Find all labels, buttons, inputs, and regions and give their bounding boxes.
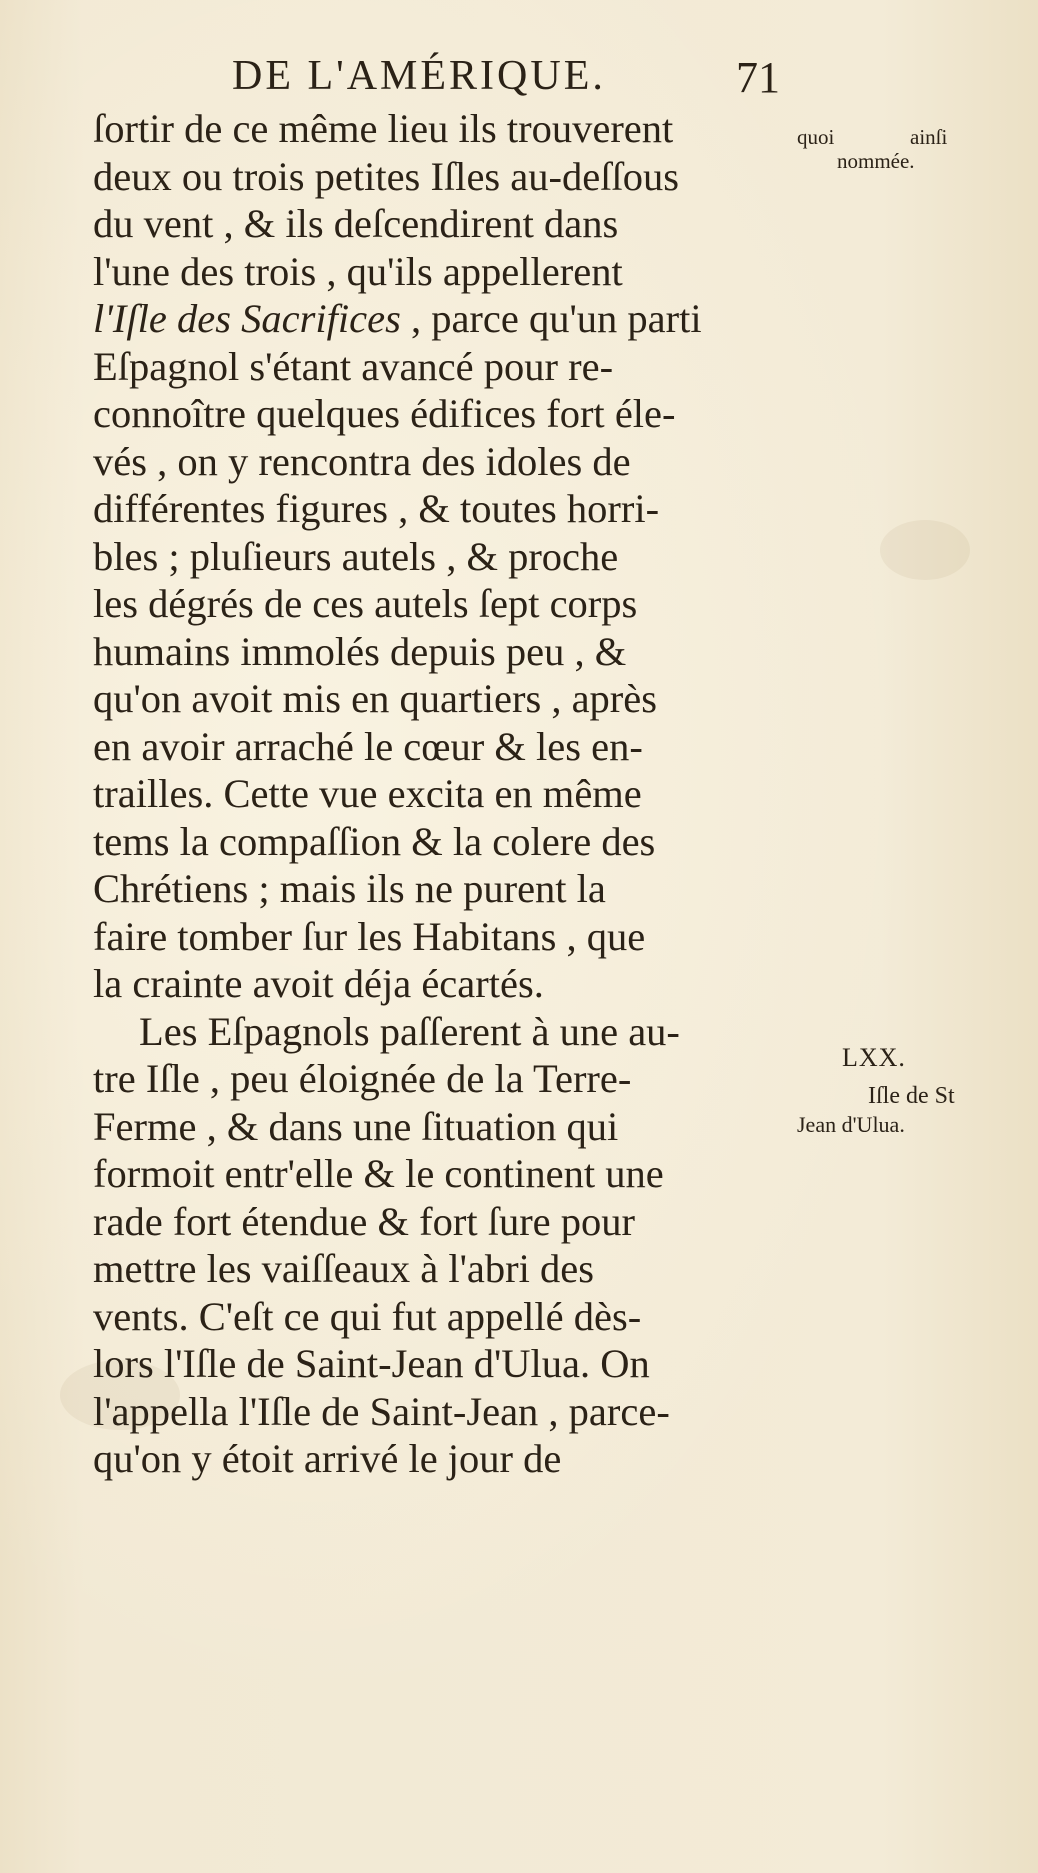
text-line: formoit entr'elle & le continent une [93, 1151, 664, 1196]
text-line: lors l'Iſle de Saint-Jean d'Ulua. On [93, 1341, 650, 1386]
text-line: tre Iſle , peu éloignée de la Terre- [93, 1056, 632, 1101]
text-line: l'une des trois , qu'ils appellerent [93, 248, 623, 294]
text-line: les dégrés de ces autels ſept corps [93, 581, 638, 626]
text-line: tems la compaſſion & la colere des [93, 818, 656, 864]
text-line: deux ou trois petites Iſles au-deſſous [93, 153, 680, 199]
page-number: 71 [736, 53, 780, 102]
margin-note-ainsi: ainſi [910, 125, 948, 149]
margin-note-jean-ulua: Jean d'Ulua. [797, 1112, 905, 1137]
text-line: Chrétiens ; mais ils ne purent la [93, 866, 606, 911]
margin-note-quoi: quoi [797, 125, 835, 149]
text-line: ſortir de ce même lieu ils trouverent [93, 106, 674, 151]
text-line-rest: , parce qu'un parti [400, 296, 702, 341]
text-line: mettre les vaiſſeaux à l'abri des [93, 1246, 594, 1291]
text-line: humains immolés depuis peu , & [93, 628, 627, 674]
text-line: la crainte avoit déja écartés. [93, 961, 544, 1006]
text-line: rade fort étendue & fort ſure pour [93, 1198, 636, 1244]
text-line: connoître quelques édifices fort éle- [93, 391, 676, 436]
italic-island-name: l'Iſle des Sacrifices [93, 296, 401, 341]
text-line: l'appella l'Iſle de Saint-Jean , parce- [93, 1388, 670, 1434]
text-line: Ferme , & dans une ſituation qui [93, 1103, 619, 1149]
text-line: qu'on avoit mis en quartiers , après [93, 676, 658, 721]
margin-note-section-number: LXX. [842, 1043, 906, 1072]
text-line: du vent , & ils deſcendirent dans [93, 201, 619, 246]
text-line-italic [93, 295, 793, 343]
margin-note-isle: Iſle de St [868, 1083, 955, 1109]
text-line: en avoir arraché le cœur & les en- [93, 723, 643, 769]
margin-note-nommee: nommée. [837, 149, 915, 173]
text-line-paragraph-start: Les Eſpagnols paſſerent à une au- [139, 1008, 680, 1054]
text-line: vés , on y rencontra des idoles de [93, 438, 631, 484]
text-line: différentes figures , & toutes horri- [93, 486, 660, 531]
text-line: trailles. Cette vue excita en même [93, 771, 642, 816]
text-line: qu'on y étoit arrivé le jour de [93, 1436, 562, 1481]
text-line: bles ; pluſieurs autels , & proche [93, 533, 619, 579]
paper-stain [880, 520, 970, 580]
running-head: DE L'AMÉRIQUE. [232, 53, 606, 99]
text-line: faire tomber ſur les Habitans , que [93, 913, 646, 959]
body-text [93, 105, 793, 1483]
text-line: Eſpagnol s'étant avancé pour re- [93, 343, 614, 389]
text-line: vents. C'eſt ce qui fut appellé dès- [93, 1293, 642, 1339]
